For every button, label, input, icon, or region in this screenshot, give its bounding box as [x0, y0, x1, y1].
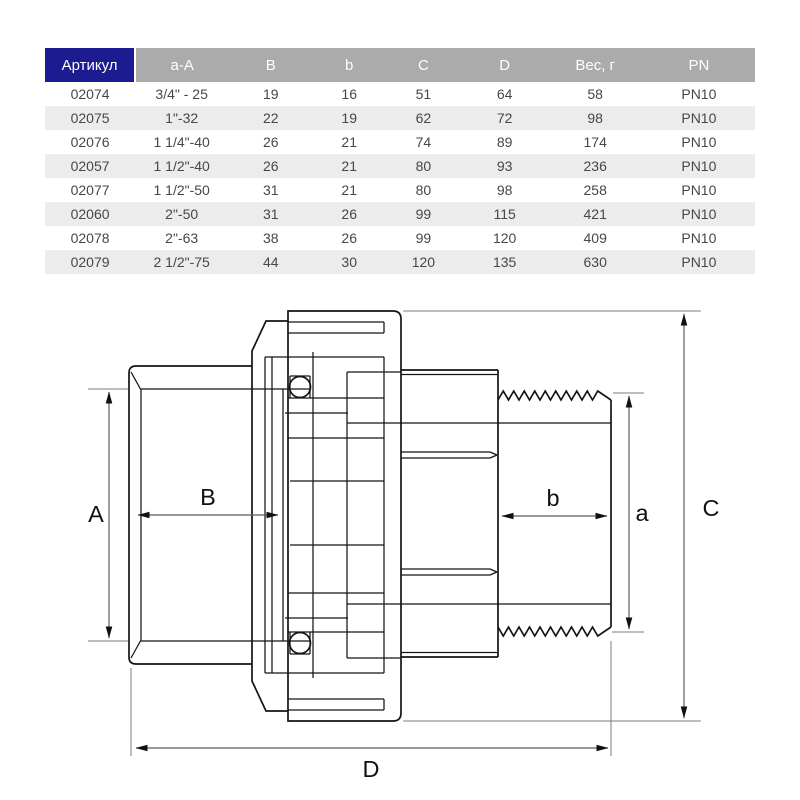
column-header-D: D	[462, 48, 548, 82]
table-cell: 2 1/2"-75	[153, 254, 210, 270]
table-cell: PN10	[681, 158, 717, 174]
spec-table	[45, 48, 755, 274]
table-cell: 409	[583, 230, 607, 246]
dimension-label-A: A	[88, 501, 104, 527]
table-cell: 258	[583, 182, 607, 198]
table-cell: 120	[411, 254, 436, 270]
table-cell: 02057	[70, 158, 110, 174]
column-header-article: Артикул	[45, 48, 135, 82]
table-cell: 26	[341, 206, 357, 222]
table-cell: 02060	[70, 206, 110, 222]
table-cell: 64	[496, 86, 513, 102]
column-header-b: b	[313, 48, 385, 82]
table-cell: PN10	[681, 254, 717, 270]
table-cell: 2"-50	[165, 206, 199, 222]
table-cell: 22	[262, 110, 279, 126]
table-cell: 30	[341, 254, 357, 270]
dimension-label-C: C	[702, 495, 720, 521]
table-cell: 02078	[70, 230, 110, 246]
table-cell: 236	[583, 158, 607, 174]
column-header-PN: PN	[643, 48, 755, 82]
table-row	[45, 130, 755, 154]
table-cell: 80	[415, 158, 432, 174]
column-header-C: C	[385, 48, 462, 82]
table-cell: PN10	[681, 134, 717, 150]
table-row	[45, 82, 755, 106]
dimension-label-b: b	[546, 485, 560, 511]
table-cell: 21	[341, 158, 357, 174]
table-cell: 135	[492, 254, 517, 270]
table-cell: 26	[341, 230, 357, 246]
table-cell: 1 1/2"-50	[153, 182, 210, 198]
column-header-a-A: a-A	[135, 48, 228, 82]
table-cell: 98	[496, 182, 513, 198]
table-cell: 630	[583, 254, 607, 270]
table-cell: 02075	[70, 110, 110, 126]
table-cell: 174	[583, 134, 607, 150]
table-cell: 1 1/4"-40	[153, 134, 210, 150]
table-cell: 99	[415, 206, 432, 222]
table-cell: 89	[496, 134, 513, 150]
dimension-D	[131, 641, 611, 782]
column-header-B: B	[228, 48, 313, 82]
table-row	[45, 250, 755, 274]
table-cell: 16	[341, 86, 357, 102]
table-cell: 02079	[70, 254, 110, 270]
table-cell: 26	[262, 158, 279, 174]
table-cell: 19	[341, 110, 357, 126]
table-cell: 74	[415, 134, 432, 150]
dimension-label-B: B	[200, 484, 216, 510]
table-row	[45, 226, 755, 250]
table-cell: PN10	[681, 110, 717, 126]
table-cell: 21	[341, 134, 357, 150]
table-cell: 26	[262, 134, 279, 150]
table-cell: PN10	[681, 230, 717, 246]
table-cell: 3/4" - 25	[155, 86, 208, 102]
table-cell: 02076	[70, 134, 110, 150]
male-thread	[347, 391, 611, 636]
table-cell: PN10	[681, 182, 717, 198]
table-cell: PN10	[681, 86, 717, 102]
table-cell: 1 1/2"-40	[153, 158, 210, 174]
table-row	[45, 178, 755, 202]
table-cell: 99	[415, 230, 432, 246]
table-cell: 31	[262, 206, 279, 222]
table-cell: 31	[262, 182, 279, 198]
table-cell: 2"-63	[165, 230, 199, 246]
dimension-label-a: a	[635, 500, 649, 526]
table-cell: 98	[587, 110, 603, 126]
dimension-label-D: D	[362, 756, 380, 782]
dimensions	[88, 311, 720, 782]
table-cell: 62	[415, 110, 432, 126]
column-header-Вес, г: Вес, г	[548, 48, 643, 82]
table-cell: 421	[583, 206, 607, 222]
insert-cartridge	[265, 352, 401, 678]
table-row	[45, 154, 755, 178]
table-row	[45, 106, 755, 130]
table-cell: 21	[341, 182, 357, 198]
table-body	[45, 82, 755, 274]
o-ring-seals	[290, 377, 311, 654]
table-cell: 58	[587, 86, 603, 102]
dimension-A	[88, 389, 128, 641]
table-cell: 115	[493, 206, 516, 222]
hex-body	[401, 370, 498, 657]
union-fitting-drawing	[60, 285, 770, 790]
table-row	[45, 202, 755, 226]
table-cell: 38	[262, 230, 279, 246]
table-cell: 120	[492, 230, 517, 246]
dimension-a	[612, 393, 649, 632]
table-cell: 02074	[70, 86, 110, 102]
table-cell: 51	[415, 86, 432, 102]
table-cell: 93	[496, 158, 513, 174]
table-cell: 02077	[70, 182, 110, 198]
dimension-B	[138, 484, 278, 515]
table-cell: 80	[415, 182, 432, 198]
table-header-row	[45, 48, 755, 82]
dimension-b	[502, 485, 607, 516]
table-cell: 44	[262, 254, 279, 270]
table-cell: 1"-32	[165, 110, 199, 126]
table-cell: 19	[262, 86, 279, 102]
table-cell: 72	[496, 110, 513, 126]
table-cell: PN10	[681, 206, 717, 222]
